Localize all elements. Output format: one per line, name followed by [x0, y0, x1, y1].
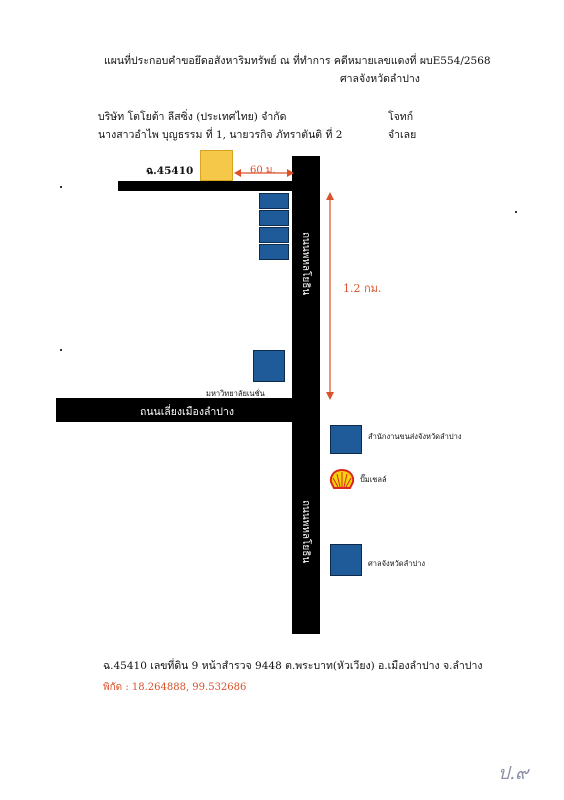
target-plot [200, 150, 233, 181]
building-block-4 [259, 244, 289, 260]
plaintiff-name: บริษัท โตโยต้า ลีสซิ่ง (ประเทศไทย) จำกัด [98, 111, 287, 123]
gas-station-label: ปั๊มเชลล์ [360, 475, 387, 484]
court-building [330, 544, 362, 576]
gps-coordinates: พิกัด : 18.264888, 99.532686 [103, 682, 247, 693]
transport-office-label: สำนักงานขนส่งจังหวัดลำปาง [368, 432, 462, 441]
court-label: ศาลจังหวัดลำปาง [368, 559, 426, 568]
side-road-upper [118, 181, 298, 191]
deed-label: ฉ.45410 [146, 165, 194, 177]
cross-road-label: ถนนเลี่ยงเมืองลำปาง [140, 406, 234, 418]
main-road-label-lower: ถนนพหลโยธิน [300, 500, 311, 564]
university-label: มหาวิทยาลัยเนชั่น [206, 389, 265, 398]
property-address: ฉ.45410 เลขที่ดิน 9 หน้าสำรวจ 9448 ต.พระบาท(หัวเวียง) อ.เมืองลำปาง จ.ลำปาง [103, 660, 483, 672]
page-mark: ป.๙ [498, 763, 529, 784]
court-name: ศาลจังหวัดลำปาง [340, 73, 420, 85]
defendants-role: จำเลย [388, 129, 417, 141]
scan-speck [515, 211, 517, 213]
transport-office-building [330, 425, 362, 454]
building-block-2 [259, 210, 289, 226]
main-road-label-upper: ถนนพหลโยธิน [300, 232, 311, 296]
building-block-1 [259, 193, 289, 209]
university-building [253, 350, 285, 382]
distance-label-horizontal: 60 ม. [250, 165, 276, 176]
distance-label-vertical: 1.2 กม. [343, 282, 382, 295]
defendants-names: นางสาวอำไพ บุญธรรม ที่ 1, นายวรกิจ ภัทราตันติ ที่ 2 [98, 129, 343, 141]
plaintiff-role: โจทก์ [388, 111, 414, 123]
building-block-3 [259, 227, 289, 243]
shell-logo-icon [329, 469, 355, 491]
distance-arrow-vertical [323, 192, 337, 400]
scan-speck [60, 186, 62, 188]
scan-speck [60, 349, 62, 351]
document-title: แผนที่ประกอบคำขอยึดอสังหาริมทรัพย์ ณ ที่ทำการ คดีหมายเลขแดงที่ ผบE554/2568 [104, 55, 491, 67]
